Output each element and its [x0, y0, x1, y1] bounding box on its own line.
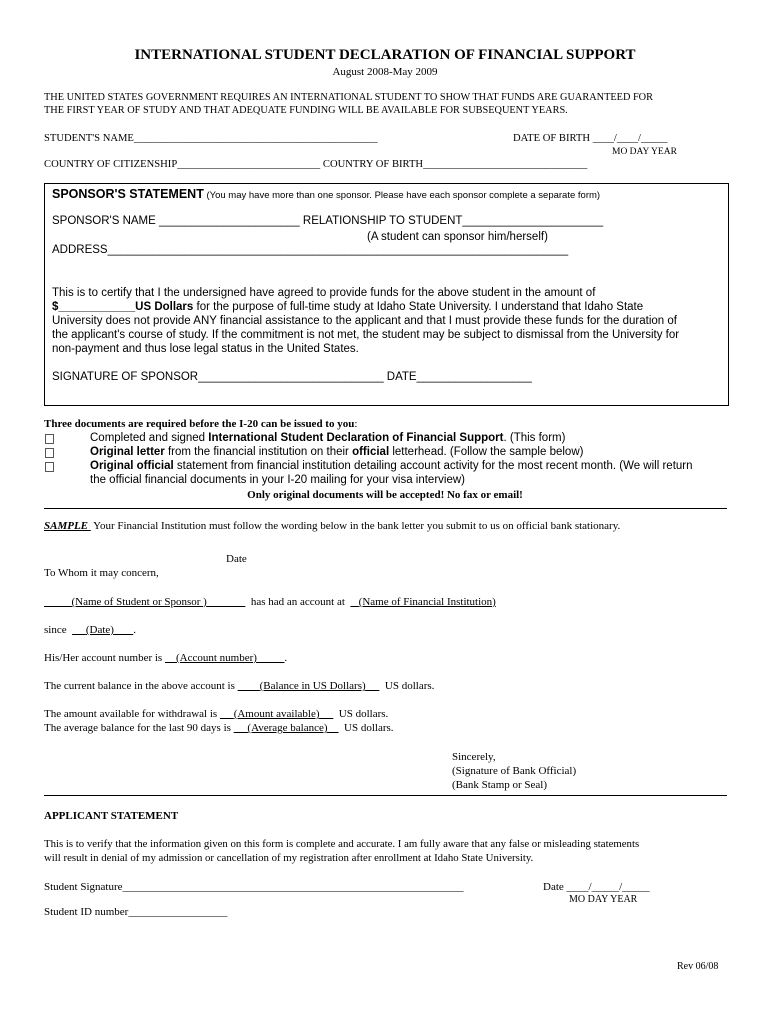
sample-since-label: since — [44, 624, 67, 636]
item2-text-a: Original letter — [90, 446, 165, 458]
page-subtitle: August 2008-May 2009 — [332, 66, 438, 78]
applicant-date-hint: MO DAY YEAR — [569, 894, 638, 905]
dob-format-hint: MO DAY YEAR — [612, 147, 677, 157]
sample-balance-line — [44, 680, 434, 693]
document-item-1 — [90, 432, 565, 445]
item1-text-b: International Student Declaration of Financial Support — [208, 432, 504, 444]
sample-average-line — [44, 722, 394, 735]
certify-amount-field[interactable]: $____________US Dollars — [52, 301, 194, 313]
applicant-text-1: This is to verify that the information given on this form is complete and accurate. I am fully aware that any false or misleading statements — [44, 838, 640, 850]
sample-withdrawal-line — [44, 708, 388, 721]
sample-institution-placeholder: (Name of Financial Institution) — [358, 596, 496, 608]
sponsor-name-field[interactable]: SPONSOR'S NAME ______________________ RELATIONSHIP TO STUDENT______________________ — [52, 215, 604, 227]
item2-text-c: official — [352, 446, 390, 458]
sample-account-number-line: His/Her account number is (Account number) . — [44, 652, 288, 664]
intro-line-2: THE FIRST YEAR OF STUDY AND THAT ADEQUATE FUNDING WILL BE AVAILABLE FOR SUBSEQUENT YEARS. — [44, 105, 568, 116]
sponsor-address-field[interactable]: ADDRESS________________________________________________________________________ — [52, 244, 569, 256]
sample-date: Date — [226, 553, 247, 565]
applicant-heading: APPLICANT STATEMENT — [44, 810, 179, 822]
documents-heading: Three documents are required before the I-20 can be issued to you — [44, 418, 355, 430]
certify-line-5: non-payment and thus lose legal status in the United States. — [52, 343, 359, 355]
student-signature-field[interactable]: Student Signature______________________________________________________________ — [44, 881, 464, 893]
page-title: INTERNATIONAL STUDENT DECLARATION OF FINANCIAL SUPPORT — [134, 47, 636, 63]
sample-account-line — [44, 596, 496, 609]
intro-line-1: THE UNITED STATES GOVERNMENT REQUIRES AN INTERNATIONAL STUDENT TO SHOW THAT FUNDS ARE GUARANTEED FOR — [44, 92, 653, 103]
certify-line-4: the applicant's course of study. If the commitment is not met, the student may be subject to dismissal from the University for — [52, 329, 680, 341]
sample-withdraw-placeholder: (Amount available) — [233, 708, 320, 720]
checkbox-icon[interactable] — [45, 448, 54, 462]
sample-average-unit: US dollars. — [344, 722, 394, 734]
sample-balance-label: The current balance in the above account is — [44, 680, 235, 692]
sponsor-heading: SPONSOR'S STATEMENT — [52, 187, 204, 201]
sponsor-heading-note: (You may have more than one sponsor. Please have each sponsor complete a separate form) — [203, 190, 601, 201]
certify-line-1: This is to certify that I the undersigned have agreed to provide funds for the above student in the amount of — [52, 287, 596, 299]
checkbox-icon[interactable] — [45, 462, 54, 476]
item3-text-b: statement from financial institution detailing account activity for the most recent month. (We will return — [173, 460, 693, 472]
item1-text-c: . (This form) — [503, 432, 566, 444]
document-item-3 — [90, 460, 693, 473]
sample-sincerely: Sincerely, — [452, 751, 496, 763]
sample-salutation: To Whom it may concern, — [44, 567, 159, 579]
applicant-text-2: will result in denial of my admission or cancellation of my registration after enrollment at Idaho State University. — [44, 852, 534, 864]
relationship-note: (A student can sponsor him/herself) — [367, 231, 548, 243]
sample-average-label: The average balance for the last 90 days is — [44, 722, 231, 734]
item3-text-a: Original official — [90, 460, 174, 472]
sample-name-placeholder: (Name of Student or Sponsor ) — [71, 596, 207, 608]
section-divider — [44, 795, 727, 796]
sample-withdraw-label: The amount available for withdrawal is — [44, 708, 218, 720]
section-divider — [44, 508, 727, 509]
sample-intro: Your Financial Institution must follow the wording below in the bank letter you submit to us on official bank stationary. — [90, 520, 621, 532]
sample-withdraw-unit: US dollars. — [338, 708, 389, 720]
applicant-date-field[interactable]: Date ____/_____/_____ — [543, 881, 650, 893]
sample-intro-line — [44, 520, 620, 533]
sample-label: SAMPLE — [44, 520, 89, 532]
citizenship-birth-field[interactable]: COUNTRY OF CITIZENSHIP___________________________ COUNTRY OF BIRTH_______________________________ — [44, 159, 588, 170]
original-documents-notice: Only original documents will be accepted! No fax or email! — [247, 489, 523, 501]
documents-heading-colon: : — [354, 418, 358, 430]
sample-since-line: since (Date) . — [44, 624, 136, 636]
item2-text-b: from the financial institution on their — [164, 446, 353, 458]
sponsor-heading-line — [52, 187, 600, 202]
item2-text-d: letterhead. (Follow the sample below) — [389, 446, 584, 458]
sample-account-placeholder: (Account number) — [175, 652, 257, 664]
student-name-field[interactable]: STUDENT'S NAME______________________________________________ — [44, 133, 378, 144]
sample-bank-stamp: (Bank Stamp or Seal) — [452, 779, 548, 791]
sample-since-placeholder: (Date) — [85, 624, 114, 636]
sample-balance-unit: US dollars. — [384, 680, 435, 692]
sample-account-text: has had an account at — [250, 596, 345, 608]
document-item-3-continued: the official financial documents in your I-20 mailing for your visa interview) — [90, 474, 465, 486]
document-item-2 — [90, 446, 583, 459]
student-id-field[interactable]: Student ID number__________________ — [44, 906, 228, 918]
sample-balance-placeholder: (Balance in US Dollars) — [259, 680, 366, 692]
certify-line-2 — [52, 301, 643, 314]
item1-text-a: Completed and signed — [90, 432, 209, 444]
documents-heading-line — [44, 418, 357, 431]
sponsor-signature-field[interactable]: SIGNATURE OF SPONSOR_____________________________ DATE__________________ — [52, 371, 532, 383]
date-of-birth-field[interactable]: DATE OF BIRTH ____/____/_____ — [513, 133, 668, 144]
checkbox-icon[interactable] — [45, 434, 54, 448]
sample-account-label: His/Her account number is — [44, 652, 163, 664]
sample-average-placeholder: (Average balance) — [247, 722, 328, 734]
sample-signature-official: (Signature of Bank Official) — [452, 765, 577, 777]
certify-line-3: University does not provide ANY financial assistance to the applicant and that I must provide these funds for the duration of — [52, 315, 677, 327]
revision-label: Rev 06/08 — [677, 961, 719, 972]
certify-line-2-text: for the purpose of full-time study at Idaho State University. I understand that Idaho State — [193, 301, 644, 313]
